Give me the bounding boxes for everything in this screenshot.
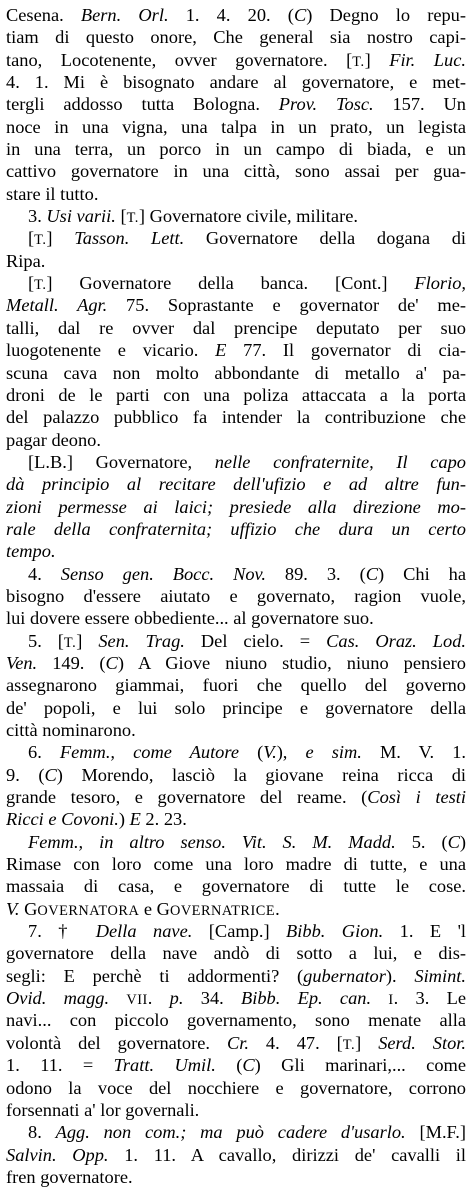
text-line: 5. [T.] Sen. Trag. Del cielo. = Cas. Oraz. Lod.: [28, 630, 466, 651]
text-line: 6. Femm., come Autore (V.), e sim. M. V. 1.: [28, 742, 466, 763]
text-line: stare il tutto.: [6, 183, 99, 204]
text-line: lui dovere essere obbediente... al governatore suo.: [6, 608, 374, 629]
text-line: Cesena. Bern. Orl. 1. 4. 20. (C) Degno lo repu-: [6, 5, 466, 25]
text-line: città nominarono.: [6, 720, 136, 740]
text-line: 8. Agg. non com.; ma può cadere d'usarlo. [M.F.]: [28, 1122, 466, 1143]
text-line: 3. Usi varii. [T.] Governatore civile, militare.: [28, 206, 358, 227]
text-line: del palazzo pubblico fa intender la contribuzione che: [6, 407, 466, 428]
text-line: V. GOVERNATORA e GOVERNATRICE.: [6, 898, 280, 919]
text-line: droni de le parti con una poliza attaccata a la porta: [6, 384, 466, 405]
text-line: dà principio al recitare dell'ufizio e ad altre fun-: [6, 474, 466, 495]
text-line: fren governatore.: [6, 1166, 133, 1187]
text-line: governatore della nave andò di sotto a lui, e dis-: [6, 943, 466, 964]
text-line: scuna cava non molto abbondante di metallo a' pa-: [6, 362, 466, 383]
text-line: [T.] Governatore della banca. [Cont.] Florio,: [28, 273, 466, 294]
text-line: talli, dal re ovver dal prencipe deputato per suo: [6, 317, 466, 338]
text-line: Salvin. Opp. 1. 11. A cavallo, dirizzi de' cavalli il: [6, 1144, 466, 1165]
text-line: grande tesoro, e governatore del reame. (Così i testi: [6, 787, 466, 808]
text-line: Ovid. magg. VII. p. 34. Bibb. Ep. can. I. 3. Le: [6, 988, 466, 1009]
text-line: tergli addosso tutta Bologna. Prov. Tosc. 157. Un: [6, 94, 466, 115]
text-line: 1. 11. = Tratt. Umil. (C) Gli marinari,... come: [6, 1055, 466, 1076]
text-line: Femm., in altro senso. Vit. S. M. Madd. 5. (C): [28, 831, 466, 852]
text-line: de' popoli, e lui solo principe e governatore della: [6, 697, 466, 718]
text-line: in una terra, un porco in un campo di biada, e un: [6, 139, 466, 160]
text-line: tiam di questo onore, Che general sia nostro capi-: [6, 27, 466, 48]
text-line: massaia di casa, e governatore di tutte le cose.: [6, 876, 466, 897]
text-line: cattivo governatore in una città, sono assai per gua-: [6, 161, 466, 182]
text-line: pagar deono.: [6, 429, 101, 450]
text-line: Ven. 149. (C) A Giove niuno studio, niuno pensiero: [6, 652, 466, 673]
text-line: bisogno d'essere aiutato e governato, ragion vuole,: [6, 585, 466, 606]
text-line: Rimase con loro come una loro madre di tutte, e una: [6, 854, 466, 875]
text-line: [T.] Tasson. Lett. Governatore della dogana di: [28, 228, 466, 249]
text-line: rale della confraternita; uffizio che dura un certo: [6, 518, 466, 539]
text-line: zioni permesse ai laici; presiede alla direzione mo-: [6, 496, 466, 517]
text-line: noce in una vigna, una talpa in un prato, un legista: [6, 116, 466, 137]
text-line: Metall. Agr. 75. Soprastante e governator de' me-: [6, 295, 466, 316]
text-line: segli: E perchè ti addormenti? (gubernator). Simint.: [6, 965, 466, 986]
text-line: 4. Senso gen. Bocc. Nov. 89. 3. (C) Chi ha: [28, 563, 466, 584]
text-line: Ripa.: [6, 250, 46, 271]
text-line: assegnarono giammai, fuori che quello del governo: [6, 675, 466, 696]
text-line: luogotenente e vicario. E 77. Il governator di cia-: [6, 340, 466, 361]
text-line: odono la voce del nocchiere e governatore, corrono: [6, 1077, 466, 1098]
text-line: tano, Locotenente, ovver governatore. [T.] Fir. Luc.: [6, 49, 466, 70]
text-line: Ricci e Covoni.) E 2. 23.: [6, 809, 187, 830]
text-line: 7. † Della nave. [Camp.] Bibb. Gion. 1. E 'l: [28, 921, 466, 942]
text-line: navi... con piccolo governamento, sono menate alla: [6, 1010, 466, 1031]
text-line: volontà del governatore. Cr. 4. 47. [T.] Serd. Stor.: [6, 1032, 466, 1053]
text-line: tempo.: [6, 541, 56, 562]
entry-text: [6, 4, 466, 1188]
text-line: 9. (C) Morendo, lasciò la giovane reina ricca di: [6, 764, 466, 785]
text-line: forsennati a' lor governali.: [6, 1099, 200, 1120]
text-line: [L.B.] Governatore, nelle confraternite, Il capo: [28, 451, 466, 472]
text-line: 4. 1. Mi è bisognato andare al governatore, e met-: [6, 72, 466, 93]
